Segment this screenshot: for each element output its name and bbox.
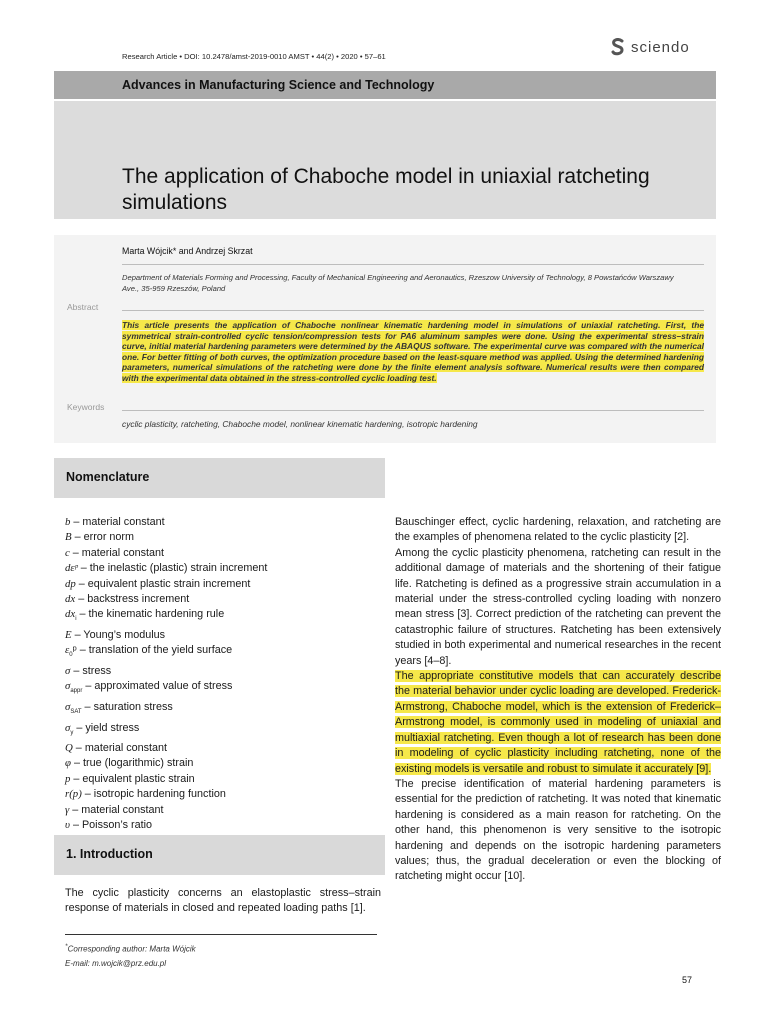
divider [122,264,704,265]
affiliation: Department of Materials Forming and Processing, Faculty of Mechanical Engineering and Aeronautics, Rzeszow University of Technology, 8 Powstańców Warszawy Ave., 35-959 Rzeszów, Poland [122,273,674,293]
symbol-description: – material constant [72,742,168,755]
body-column-right [395,515,721,885]
nomenclature-item [65,741,385,756]
divider [122,310,704,311]
symbol-description: – material constant [69,546,165,559]
symbol-description: – isotropic hardening function [81,788,226,801]
symbol-description: – the inelastic (plastic) strain increment [77,562,268,575]
keywords-label: Keywords [67,402,105,412]
abstract-highlight: This article presents the application of Chaboche nonlinear kinematic hardening model in simulations of uniaxial ratcheting. First, the symmetrical strain-controlled cyclic tension/compression tests for PA6 aluminum samples were done. Using the experimental stress–strain curve, initial material hardening parameters were determined by the ABAQUS software. The experimental curve was compared with the numerical one. For better fitting of both curves, the optimization procedure based on the least-square method was applied. Using the determined hardening parameters, numerical simulations of the ratcheting were done by the finite element analysis software. Numerical results were then compared with the experimental data obtained in the stress-controlled cyclic loading test. [122,320,704,383]
journal-banner [54,71,716,99]
symbol: dp [65,577,76,590]
symbol-description: – material constant [69,803,164,816]
symbol-description: – yield stress [73,721,140,734]
paragraph: Bauschinger effect, cyclic hardening, relaxation, and ratcheting are the examples of phenomena related to the cyclic plasticity [2]. [395,516,721,544]
nomenclature-item [65,628,385,643]
title-block [54,101,716,219]
symbol-description: – true (logarithmic) strain [70,757,194,770]
symbol: φ [65,757,71,770]
symbol-description: – backstress increment [75,593,190,606]
symbol-subscript: y [70,729,74,736]
nomenclature-list [65,515,385,849]
symbol-description: – the kinematic hardening rule [76,608,225,621]
authors: Marta Wójcik* and Andrzej Skrzat [122,246,253,256]
symbol-subscript: SAT [70,709,82,716]
symbol: B [65,531,72,544]
nomenclature-item [65,577,385,592]
corresponding-author: *Corresponding author: Marta Wójcik [65,943,196,954]
symbol-description: – approximated value of stress [82,680,233,693]
symbol: c [65,546,70,559]
page-number: 57 [682,975,693,985]
journal-title: Advances in Manufacturing Science and Technology [122,78,435,92]
abstract-label: Abstract [67,302,99,312]
introduction-header [54,835,385,875]
abstract-text [122,320,704,384]
nomenclature-item [65,803,385,818]
symbol-description: – error norm [71,531,135,544]
footnote-divider [65,934,377,935]
symbol: υ [65,819,70,832]
nomenclature-item [65,700,385,721]
symbol-description: – stress [70,664,112,677]
nomenclature-item [65,756,385,771]
symbol-description: – equivalent plastic strain [70,772,195,785]
symbol-description: – Young’s modulus [71,629,166,641]
sciendo-logo-icon [610,38,626,56]
nomenclature-item [65,787,385,802]
highlighted-paragraph [395,669,721,777]
article-title: The application of Chaboche model in uniaxial ratcheting simulations [122,165,650,214]
nomenclature-item [65,530,385,545]
nomenclature-item [65,721,385,742]
author-email: E-mail: m.wojcik@prz.edu.pl [65,958,167,968]
nomenclature-item [65,772,385,787]
symbol: b [65,516,71,528]
nomenclature-item [65,664,385,679]
symbol: p [65,772,71,785]
paragraph: Among the cyclic plasticity phenomena, ratcheting can result in the additional damage of materials and the shortening of their fatigue life. Ratcheting is defined as a progressive strain accumulation in a material under the stress-controlled cycling loading with nonzero mean stress [3]. Correct prediction of the ratcheting can prevent the catastrophic failure of structures. Ratcheting has been extensively studied in both experimental and numerical researches in the recent years [4–8]. [395,546,721,667]
symbol: σ [65,664,71,677]
nomenclature-item [65,515,385,530]
text-highlight: The appropriate constitutive models that can accurately describe the material behavior under cyclic loading are developed. Frederick-Armstrong, Chaboche model, which is the extension of Frederick–Armstrong model, is commonly used in modeling of uniaxial and multiaxial ratcheting. Even though a lot of research has been done in modeling of cyclic plasticity including ratcheting, none of the existing models is versatile and robust to simulate it accurately [9]. [395,670,721,775]
symbol-subscript: i [75,616,77,623]
symbol-description: – equivalent plastic strain increment [75,577,251,590]
nomenclature-item [65,818,385,833]
nomenclature-header [54,458,385,498]
symbol: dx [65,593,76,606]
symbol-description: – material constant [70,516,165,528]
introduction-heading: 1. Introduction [66,847,153,861]
nomenclature-item [65,561,385,576]
nomenclature-item [65,679,385,700]
symbol-subscript: appr [70,688,83,695]
symbol: ε [65,644,70,657]
symbol: E [65,629,72,641]
symbol: dεᵖ [65,562,78,575]
symbol-description: – Poisson’s ratio [69,819,152,832]
symbol: dx [65,608,76,621]
nomenclature-heading: Nomenclature [66,470,150,484]
nomenclature-item [65,643,385,664]
abstract-block [54,235,716,443]
symbol: Q [65,742,73,755]
publisher-logo [610,38,690,56]
paragraph: The precise identification of material hardening parameters is essential for the prediction of ratcheting. It was noted that kinematic hardening is considered as a main reason for ratcheting. On the other hand, this phenomenon is very sensitive to the isotropic hardening and depends on the isotropic hardening parameters values; thus, the gradual deceleration or even the blocking of ratcheting might occur [10]. [395,777,721,883]
introduction-paragraph: The cyclic plasticity concerns an elastoplastic stress–strain response of materials in closed and repeated loading paths [1]. [65,887,381,915]
symbol: σ [65,700,71,713]
symbol: σ [65,680,71,693]
symbol: γ [65,803,70,816]
symbol: r(p) [65,788,82,801]
nomenclature-item [65,592,385,607]
symbol-subscript: 0 [69,652,73,659]
footnote [65,940,196,971]
nomenclature-item [65,607,385,628]
publisher-name: sciendo [631,38,690,56]
symbol: σ [65,721,71,734]
symbol-description: ᵖ – translation of the yield surface [72,644,233,657]
article-meta: Research Article • DOI: 10.2478/amst-2019-0010 AMST • 44(2) • 2020 • 57–61 [122,52,386,61]
keywords: cyclic plasticity, ratcheting, Chaboche model, nonlinear kinematic hardening, isotropic hardening [122,419,478,429]
nomenclature-item [65,546,385,561]
symbol-description: – saturation stress [81,700,173,713]
divider [122,410,704,411]
